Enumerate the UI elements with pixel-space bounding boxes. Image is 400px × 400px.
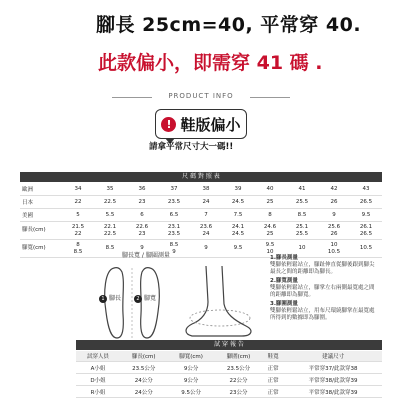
size-cell: 24.5 (222, 196, 254, 209)
size-row-label: 歐洲 (20, 183, 62, 196)
wear-header-cell: 鞋寬 (262, 351, 284, 362)
size-cell: 24.6 25 (254, 222, 286, 240)
wear-header-cell: 腳圍(cm) (215, 351, 262, 362)
num-badge-2: 2 (134, 295, 142, 303)
size-cell: 8 8.5 (62, 240, 94, 258)
divider-rule-right (250, 97, 290, 98)
size-cell: 23.5 (158, 196, 190, 209)
size-row (20, 222, 382, 240)
wear-cell: 23.5公分 (215, 362, 262, 374)
foot-length-headline: 腳長 25cm=40, 平常穿 40. (96, 14, 362, 36)
size-cell: 23.1 23.5 (158, 222, 190, 240)
size-cell: 43 (350, 183, 382, 196)
size-cell: 25.5 (286, 196, 318, 209)
size-cell: 5 (62, 209, 94, 222)
size-cell: 22.1 22.5 (94, 222, 126, 240)
size-chart-table (20, 183, 382, 258)
size-cell: 22.6 23 (126, 222, 158, 240)
size-cell: 10.5 (350, 240, 382, 258)
wear-cell: 平常穿37/此款穿38 (284, 362, 382, 374)
size-advice: 請拿平常尺寸大一碼!! (149, 142, 234, 152)
wear-row (76, 362, 382, 374)
wear-cell: 23.5公分 (120, 362, 167, 374)
size-row (20, 196, 382, 209)
wear-cell: 正常 (262, 374, 284, 386)
size-cell: 35 (94, 183, 126, 196)
wear-header-cell: 試穿人員 (76, 351, 120, 362)
foot-side-icon (172, 262, 262, 342)
size-cell: 7.5 (222, 209, 254, 222)
exclamation-icon: ! (161, 117, 176, 132)
size-cell: 23.6 24 (190, 222, 222, 240)
wear-cell: 24公分 (120, 374, 167, 386)
size-cell: 23 (126, 196, 158, 209)
step-1-text: 雙腳依輕鬆站立，腳趾伸直從腳後跟到腳尖最長之間的距離即為腳長。 (270, 262, 375, 275)
size-cell: 25 (254, 196, 286, 209)
size-cell: 8.5 9 (158, 240, 190, 258)
wear-cell: 23公分 (215, 386, 262, 398)
size-cell: 9.5 (222, 240, 254, 258)
wear-header-cell: 建議尺寸 (284, 351, 382, 362)
step-1-title: 1.腳長測量 (270, 255, 298, 261)
size-cell: 37 (158, 183, 190, 196)
size-notice: 此款偏小，即需穿 41 碼 . (98, 52, 323, 74)
size-row-label: 腳寬(cm) (20, 240, 62, 258)
size-cell: 9.5 10 (254, 240, 286, 258)
step-2-title: 2.腳寬測量 (270, 278, 298, 284)
wear-cell: A小姐 (76, 362, 120, 374)
product-info-label: PRODUCT INFO (168, 92, 234, 100)
section-divider (112, 92, 290, 104)
wear-cell: 平常穿38/此款穿39 (284, 374, 382, 386)
size-row-label: 美國 (20, 209, 62, 222)
size-cell: 40 (254, 183, 286, 196)
size-cell: 39 (222, 183, 254, 196)
size-cell: 34 (62, 183, 94, 196)
size-chart-title: 尺 碼 對 照 表 (20, 172, 382, 182)
size-cell: 21.5 22 (62, 222, 94, 240)
wear-cell: 9公分 (167, 362, 214, 374)
measure-steps (270, 255, 378, 324)
size-cell: 7 (190, 209, 222, 222)
size-cell: 36 (126, 183, 158, 196)
size-cell: 9 (190, 240, 222, 258)
wear-header-cell: 腳長(cm) (120, 351, 167, 362)
width-label (134, 293, 156, 303)
size-cell: 8.5 (94, 240, 126, 258)
wear-header-row (76, 351, 382, 362)
size-row-label: 腳長(cm) (20, 222, 62, 240)
size-cell: 6 (126, 209, 158, 222)
wear-header-cell: 腳寬(cm) (167, 351, 214, 362)
size-cell: 26 (318, 196, 350, 209)
size-cell: 5.5 (94, 209, 126, 222)
wear-cell: D小姐 (76, 374, 120, 386)
wear-cell: 9.5公分 (167, 386, 214, 398)
wear-cell: 正常 (262, 362, 284, 374)
width-label-text: 腳寬 (144, 295, 157, 302)
wear-test-title: 試 穿 報 告 (76, 340, 382, 350)
wear-cell: 24公分 (120, 386, 167, 398)
size-cell: 9 (126, 240, 158, 258)
length-label (99, 293, 121, 303)
size-cell: 10 (286, 240, 318, 258)
size-cell: 6.5 (158, 209, 190, 222)
runs-small-badge (155, 109, 247, 139)
size-cell: 9 (318, 209, 350, 222)
size-cell: 41 (286, 183, 318, 196)
num-badge-1: 1 (99, 295, 107, 303)
size-cell: 25.6 26 (318, 222, 350, 240)
size-cell: 26.1 26.5 (350, 222, 382, 240)
size-cell: 22.5 (94, 196, 126, 209)
measure-title: 腳長寬 / 腳圍測量 (122, 252, 170, 259)
wear-cell: 正常 (262, 386, 284, 398)
wear-cell: 22公分 (215, 374, 262, 386)
size-row (20, 183, 382, 196)
size-cell: 8.5 (286, 209, 318, 222)
size-cell: 8 (254, 209, 286, 222)
step-3-title: 3.腳圍測量 (270, 301, 298, 307)
step-3-text: 雙腳依輕鬆站立，用布尺環繞腳掌在最寬處所得到的數據即為腳圍。 (270, 308, 375, 321)
divider-rule-left (112, 97, 152, 98)
length-label-text: 腳長 (109, 295, 122, 302)
size-cell: 38 (190, 183, 222, 196)
wear-test-table (76, 351, 382, 398)
size-cell: 24.1 24.5 (222, 222, 254, 240)
wear-row (76, 386, 382, 398)
size-cell: 22 (62, 196, 94, 209)
size-cell: 9.5 (350, 209, 382, 222)
size-cell: 26.5 (350, 196, 382, 209)
wear-cell: R小姐 (76, 386, 120, 398)
badge-text: 鞋版偏小 (180, 115, 241, 134)
size-cell: 42 (318, 183, 350, 196)
size-cell: 10 10.5 (318, 240, 350, 258)
size-row (20, 209, 382, 222)
step-2-text: 雙腳依輕鬆站立，腳掌左右兩側最寬處之間的距離即為腳寬。 (270, 285, 375, 298)
wear-cell: 9公分 (167, 374, 214, 386)
size-cell: 25.1 25.5 (286, 222, 318, 240)
size-cell: 24 (190, 196, 222, 209)
wear-row (76, 374, 382, 386)
wear-cell: 平常穿38/此款穿39 (284, 386, 382, 398)
size-row-label: 日本 (20, 196, 62, 209)
